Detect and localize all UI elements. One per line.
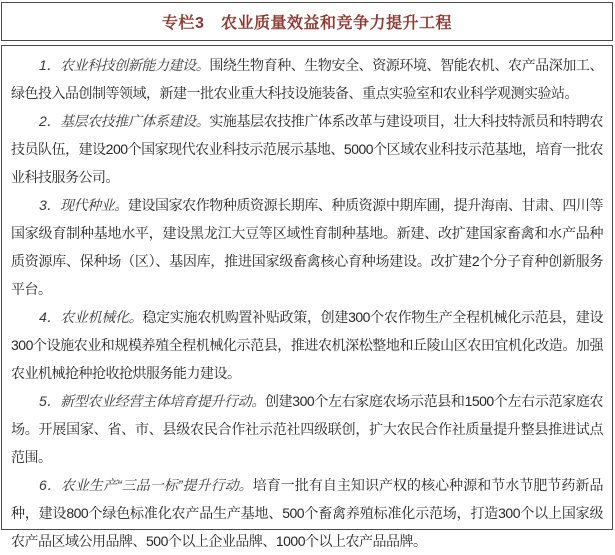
item-2-label: 2．基层农技推广体系建设。 bbox=[39, 113, 210, 129]
list-item-1 bbox=[11, 51, 603, 107]
item-1-text: 围绕生物育种、生物安全、资源环境、智能农机、农产品深加工、绿色投入品创制等领域，新建一批农业重大科技设施装备、重点实验室和农业科学观测实验站。 bbox=[11, 57, 603, 101]
list-item-3 bbox=[11, 191, 603, 303]
panel-header bbox=[1, 2, 613, 41]
column-panel bbox=[1, 2, 613, 549]
item-5-label: 5．新型农业经营主体培育提升行动。 bbox=[39, 393, 265, 409]
item-6-text: 培育一批有自主知识产权的核心种源和节水节肥节药新品种，建设800个绿色标准化农产品生产基地、500个畜禽养殖标准化示范场，打造300个以上国家级农产品区域公用品牌、500个以上企业品牌、1000个以上农产品品牌。 bbox=[11, 477, 603, 549]
panel-title: 专栏3 农业质量效益和竞争力提升工程 bbox=[162, 15, 452, 32]
item-3-label: 3．现代种业。 bbox=[39, 197, 128, 213]
list-item-5 bbox=[11, 387, 603, 471]
item-4-label: 4．农业机械化。 bbox=[39, 309, 143, 325]
list-item-4 bbox=[11, 303, 603, 387]
list-item-6 bbox=[11, 471, 603, 555]
item-3-text: 建设国家农作物种质资源长期库、种质资源中期库圃，提升海南、甘肃、四川等国家级育制种基地水平，建设黑龙江大豆等区域性育制种基地。新建、改扩建国家畜禽和水产品种质资源库、保种场（区）、基因库，推进国家级畜禽核心育种场建设。改扩建2个分子育种创新服务平台。 bbox=[11, 197, 603, 297]
item-1-label: 1．农业科技创新能力建设。 bbox=[39, 57, 210, 73]
item-2-text: 实施基层农技推广体系改革与建设项目，壮大科技特派员和特聘农技员队伍，建设200个国家现代农业科技示范展示基地、5000个区域农业科技示范基地，培育一批农业科技服务公司。 bbox=[11, 113, 603, 185]
item-4-text: 稳定实施农机购置补贴政策，创建300个农作物生产全程机械化示范县，建设300个设施农业和规模养殖全程机械化示范县，推进农机深松整地和丘陵山区农田宜机化改造。加强农业机械抢种抢收抢烘服务能力建设。 bbox=[11, 309, 604, 381]
item-5-text: 创建300个左右家庭农场示范县和1500个左右示范家庭农场。开展国家、省、市、县级农民合作社示范社四级联创，扩大农民合作社质量提升整县推进试点范围。 bbox=[11, 393, 603, 465]
item-6-label: 6．农业生产“三品一标”提升行动。 bbox=[39, 477, 253, 493]
list-item-2 bbox=[11, 107, 603, 191]
panel-body bbox=[1, 45, 613, 549]
